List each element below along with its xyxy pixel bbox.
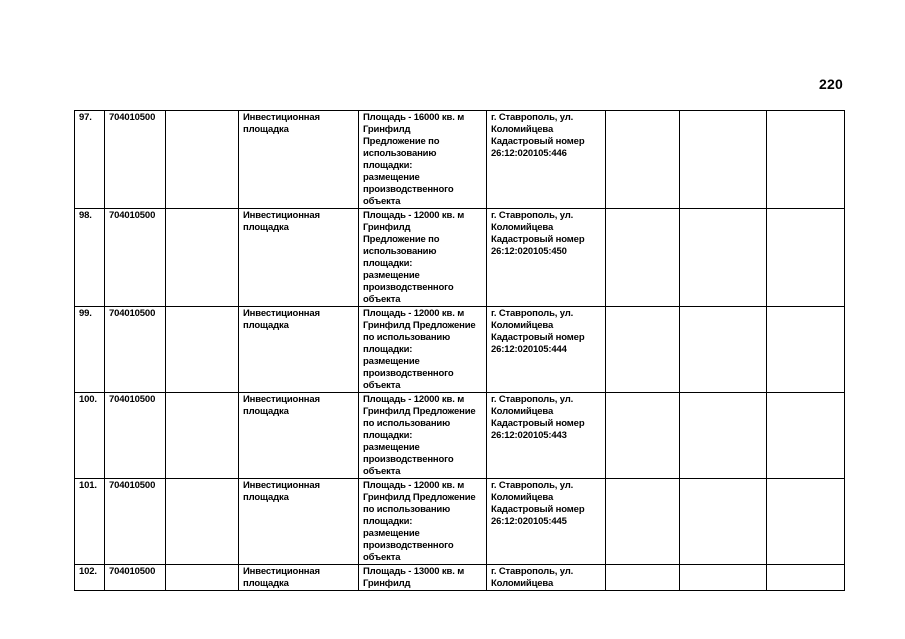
- description-cell: [359, 565, 487, 591]
- row-number-cell: 102.: [75, 565, 105, 591]
- address-cell-line: Коломийцева: [491, 492, 554, 503]
- description-cell-line: производственного: [363, 282, 454, 293]
- object-type-cell-line: Инвестиционная: [243, 210, 320, 221]
- description-cell-line: площадки:: [363, 344, 413, 355]
- empty-cell: [166, 565, 239, 591]
- object-type-cell: [239, 479, 359, 565]
- table-row: [75, 111, 845, 209]
- code-cell: 704010500: [105, 111, 166, 209]
- description-cell-line: Площадь - 16000 кв. м: [363, 112, 465, 123]
- object-type-cell-line: площадка: [243, 124, 289, 135]
- description-cell-line: производственного: [363, 454, 454, 465]
- description-cell-line: использованию площадки:: [363, 246, 437, 269]
- empty-cell: [680, 111, 767, 209]
- description-cell: [359, 393, 487, 479]
- description-cell-line: Площадь - 12000 кв. м: [363, 480, 465, 491]
- object-type-cell-line: Инвестиционная: [243, 308, 320, 319]
- address-cell-line: Кадастровый номер: [491, 504, 585, 515]
- address-cell: [487, 479, 606, 565]
- description-cell-line: Предложение по: [363, 136, 440, 147]
- empty-cell: [680, 307, 767, 393]
- address-cell-line: г. Ставрополь, ул.: [491, 394, 574, 405]
- description-cell: [359, 307, 487, 393]
- empty-cell: [606, 565, 680, 591]
- table-row: [75, 479, 845, 565]
- object-type-cell: [239, 111, 359, 209]
- description-cell: [359, 111, 487, 209]
- empty-cell: [767, 307, 845, 393]
- object-type-cell: [239, 307, 359, 393]
- address-cell-line: г. Ставрополь, ул.: [491, 210, 574, 221]
- description-cell-line: производственного: [363, 540, 454, 551]
- empty-cell: [166, 111, 239, 209]
- object-type-cell-line: площадка: [243, 222, 289, 233]
- empty-cell: [166, 209, 239, 307]
- object-type-cell-line: площадка: [243, 406, 289, 417]
- address-cell-line: Коломийцева: [491, 320, 554, 331]
- address-cell: [487, 565, 606, 591]
- description-cell-line: Площадь - 12000 кв. м: [363, 210, 465, 221]
- description-cell-line: Гринфилд Предложение: [363, 320, 476, 331]
- empty-cell: [606, 111, 680, 209]
- address-cell-line: 26:12:020105:445: [491, 516, 567, 527]
- address-cell-line: Коломийцева: [491, 222, 554, 233]
- address-cell: [487, 111, 606, 209]
- description-cell-line: производственного: [363, 184, 454, 195]
- empty-cell: [606, 393, 680, 479]
- description-cell-line: по использованию: [363, 504, 451, 515]
- empty-cell: [680, 209, 767, 307]
- empty-cell: [680, 479, 767, 565]
- description-cell-line: размещение: [363, 442, 420, 453]
- empty-cell: [767, 209, 845, 307]
- page-number: 220: [819, 76, 843, 92]
- address-cell-line: Коломийцева: [491, 124, 554, 135]
- code-cell: 704010500: [105, 307, 166, 393]
- row-number-cell: 98.: [75, 209, 105, 307]
- description-cell-line: использованию площадки:: [363, 148, 437, 171]
- description-cell: [359, 479, 487, 565]
- empty-cell: [606, 209, 680, 307]
- description-cell-line: площадки:: [363, 430, 413, 441]
- empty-cell: [767, 111, 845, 209]
- description-cell-line: по использованию: [363, 332, 451, 343]
- address-cell-line: Коломийцева: [491, 406, 554, 417]
- object-type-cell: [239, 393, 359, 479]
- address-cell-line: 26:12:020105:450: [491, 246, 567, 257]
- row-number-cell: 100.: [75, 393, 105, 479]
- description-cell: [359, 209, 487, 307]
- description-cell-line: площадки:: [363, 516, 413, 527]
- object-type-cell-line: площадка: [243, 578, 289, 589]
- description-cell-line: объекта: [363, 294, 401, 305]
- description-cell-line: Гринфилд Предложение: [363, 406, 476, 417]
- description-cell-line: объекта: [363, 552, 401, 563]
- empty-cell: [767, 565, 845, 591]
- description-cell-line: Предложение по: [363, 234, 440, 245]
- empty-cell: [606, 479, 680, 565]
- address-cell: [487, 209, 606, 307]
- object-type-cell: [239, 565, 359, 591]
- object-type-cell-line: площадка: [243, 320, 289, 331]
- table-row: [75, 307, 845, 393]
- description-cell-line: Площадь - 12000 кв. м: [363, 308, 465, 319]
- empty-cell: [767, 393, 845, 479]
- object-type-cell-line: Инвестиционная: [243, 480, 320, 491]
- description-cell-line: Площадь - 12000 кв. м: [363, 394, 465, 405]
- object-type-cell-line: Инвестиционная: [243, 112, 320, 123]
- object-type-cell: [239, 209, 359, 307]
- description-cell-line: объекта: [363, 380, 401, 391]
- description-cell-line: по использованию: [363, 418, 451, 429]
- object-type-cell-line: Инвестиционная: [243, 566, 320, 577]
- description-cell-line: производственного: [363, 368, 454, 379]
- object-type-cell-line: площадка: [243, 492, 289, 503]
- empty-cell: [680, 393, 767, 479]
- row-number-cell: 97.: [75, 111, 105, 209]
- table-body: [75, 111, 845, 591]
- address-cell-line: 26:12:020105:446: [491, 148, 567, 159]
- table-row: [75, 393, 845, 479]
- description-cell-line: Площадь - 13000 кв. м: [363, 566, 465, 577]
- empty-cell: [680, 565, 767, 591]
- empty-cell: [606, 307, 680, 393]
- address-cell-line: Кадастровый номер: [491, 136, 585, 147]
- code-cell: 704010500: [105, 479, 166, 565]
- code-cell: 704010500: [105, 565, 166, 591]
- table-row: [75, 565, 845, 591]
- description-cell-line: размещение: [363, 528, 420, 539]
- object-type-cell-line: Инвестиционная: [243, 394, 320, 405]
- description-cell-line: размещение: [363, 172, 420, 183]
- description-cell-line: объекта: [363, 466, 401, 477]
- description-cell-line: Гринфилд Предложение: [363, 492, 476, 503]
- investment-sites-table: [74, 110, 845, 591]
- row-number-cell: 99.: [75, 307, 105, 393]
- address-cell-line: г. Ставрополь, ул.: [491, 112, 574, 123]
- address-cell-line: Коломийцева: [491, 578, 554, 589]
- address-cell-line: г. Ставрополь, ул.: [491, 480, 574, 491]
- address-cell-line: г. Ставрополь, ул.: [491, 566, 574, 577]
- address-cell-line: Кадастровый номер: [491, 332, 585, 343]
- address-cell-line: Кадастровый номер: [491, 418, 585, 429]
- description-cell-line: Гринфилд: [363, 124, 411, 135]
- code-cell: 704010500: [105, 393, 166, 479]
- code-cell: 704010500: [105, 209, 166, 307]
- description-cell-line: размещение: [363, 270, 420, 281]
- row-number-cell: 101.: [75, 479, 105, 565]
- description-cell-line: Гринфилд: [363, 578, 411, 589]
- table-row: [75, 209, 845, 307]
- description-cell-line: объекта: [363, 196, 401, 207]
- empty-cell: [767, 479, 845, 565]
- address-cell: [487, 307, 606, 393]
- address-cell-line: г. Ставрополь, ул.: [491, 308, 574, 319]
- empty-cell: [166, 393, 239, 479]
- empty-cell: [166, 307, 239, 393]
- description-cell-line: Гринфилд: [363, 222, 411, 233]
- description-cell-line: размещение: [363, 356, 420, 367]
- empty-cell: [166, 479, 239, 565]
- address-cell-line: Кадастровый номер: [491, 234, 585, 245]
- address-cell: [487, 393, 606, 479]
- address-cell-line: 26:12:020105:444: [491, 344, 567, 355]
- address-cell-line: 26:12:020105:443: [491, 430, 567, 441]
